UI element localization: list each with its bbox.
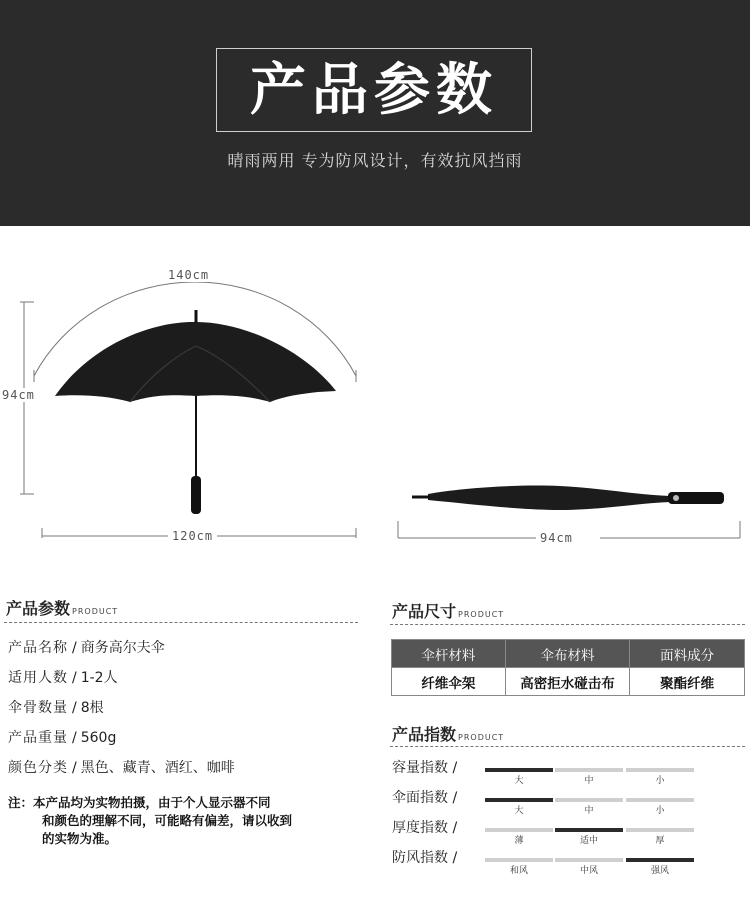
index-option-label: 中 xyxy=(584,806,594,816)
param-row: 伞骨数量 / 8根 xyxy=(8,700,104,716)
index-option-label: 强风 xyxy=(650,866,669,876)
index-option-label: 中 xyxy=(584,776,594,786)
index-bar xyxy=(555,858,623,862)
size-divider xyxy=(390,624,745,625)
index-bar xyxy=(485,828,553,832)
index-option-label: 小 xyxy=(655,806,665,816)
index-option-label: 小 xyxy=(655,776,665,786)
umbrella-illustrations xyxy=(0,226,750,566)
index-option-label: 适中 xyxy=(579,836,598,846)
note-line: 的实物为准。 xyxy=(42,831,118,846)
size-table-header: 伞杆材料 xyxy=(392,640,506,668)
index-bar xyxy=(555,768,623,772)
header-banner xyxy=(0,0,750,226)
index-option-label: 薄 xyxy=(514,836,524,846)
size-table-cell: 高密拒水碰击布 xyxy=(505,668,630,696)
index-bar-selected xyxy=(485,768,553,772)
params-heading: 产品参数 PRODUCT xyxy=(6,599,119,618)
param-row: 产品重量 / 560g xyxy=(8,730,117,746)
index-label: 防风指数 / xyxy=(392,850,458,866)
index-bar xyxy=(555,798,623,802)
size-heading: 产品尺寸 PRODUCT xyxy=(392,602,505,621)
note-line: 和颜色的理解不同，可能略有偏差，请以收到 xyxy=(42,813,293,828)
size-table-header: 伞布材料 xyxy=(505,640,630,668)
index-option-label: 厚 xyxy=(655,836,665,846)
height-dimension-label: 94cm xyxy=(2,388,35,402)
index-label: 伞面指数 / xyxy=(392,790,458,806)
index-option-label: 和风 xyxy=(509,866,528,876)
index-bar xyxy=(485,858,553,862)
size-table-cell: 聚酯纤维 xyxy=(630,668,745,696)
index-bar xyxy=(626,768,694,772)
size-table-cell: 纤维伞架 xyxy=(392,668,506,696)
size-table-header-row xyxy=(392,640,745,668)
index-bar-selected xyxy=(555,828,623,832)
index-bar xyxy=(626,828,694,832)
index-heading: 产品指数 PRODUCT xyxy=(392,725,505,744)
closed-umbrella xyxy=(412,485,724,510)
index-bar-selected xyxy=(626,858,694,862)
index-divider xyxy=(390,746,745,747)
params-divider xyxy=(4,622,358,623)
arc-dimension-label: 140cm xyxy=(164,268,213,282)
size-table-row xyxy=(392,668,745,696)
param-row: 颜色分类 / 黑色、藏青、酒红、咖啡 xyxy=(8,760,235,776)
index-label: 厚度指数 / xyxy=(392,820,458,836)
size-table xyxy=(391,639,745,696)
page-title: 产品参数 xyxy=(250,58,498,123)
page-subtitle: 晴雨两用 专为防风设计，有效抗风挡雨 xyxy=(227,151,523,170)
index-bar xyxy=(626,798,694,802)
size-table-header: 面料成分 xyxy=(630,640,745,668)
title-frame xyxy=(216,48,532,132)
width-dimension-label: 120cm xyxy=(168,529,217,543)
index-label: 容量指数 / xyxy=(392,760,458,776)
param-row: 适用人数 / 1-2人 xyxy=(8,670,118,686)
note-line: 注：本产品均为实物拍摄，由于个人显示器不同 xyxy=(8,795,271,810)
param-row: 产品名称 / 商务高尔夫伞 xyxy=(8,640,165,656)
open-umbrella xyxy=(55,310,336,514)
index-option-label: 大 xyxy=(514,776,524,786)
index-bar-selected xyxy=(485,798,553,802)
index-option-label: 中风 xyxy=(579,866,598,876)
index-option-label: 大 xyxy=(514,806,524,816)
closed-length-label: 94cm xyxy=(536,531,577,545)
